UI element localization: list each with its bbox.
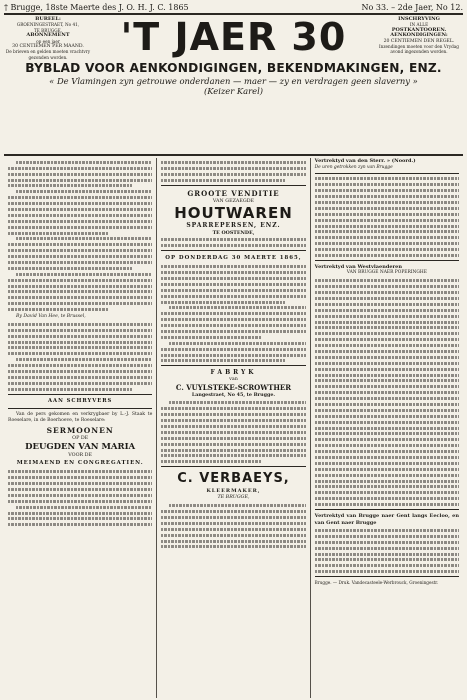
timetable-row: [315, 321, 459, 324]
timetable-row: [315, 474, 459, 477]
text-line: [161, 289, 305, 292]
book-title-2: OP DE: [72, 436, 89, 442]
text-line: [8, 255, 152, 258]
timetable-row: [315, 201, 459, 204]
text-line: [161, 528, 305, 531]
subscription-box: [4, 17, 92, 60]
column-1: [4, 158, 156, 698]
text-line: [8, 173, 152, 176]
timetable-row: [315, 444, 459, 447]
timetable-row: [315, 213, 459, 216]
text-line: [8, 512, 152, 515]
text-line: [8, 302, 152, 305]
timetable-row: [315, 438, 459, 441]
text-line: [8, 382, 152, 385]
timetable-row: [315, 570, 459, 573]
timetable-row: [315, 462, 459, 465]
text-line: [8, 267, 132, 270]
timetable-row: [315, 338, 459, 341]
text-line: [161, 510, 305, 513]
text-line: [8, 232, 109, 235]
sale-goods-sub: SPARREPERSEN, ENZ.: [186, 221, 281, 229]
text-line: [8, 184, 132, 187]
timetable-row: [315, 207, 459, 210]
text-line: [161, 244, 305, 247]
divider: [161, 365, 305, 366]
timetable-row: [315, 326, 459, 329]
text-line: [161, 540, 305, 543]
text-line: [161, 425, 305, 428]
divider: [315, 509, 459, 510]
newspaper-motto: « De Vlamingen zyn getrouwe onderdanen — maer — zy en verdragen geen slaverny » (Keizer Karel): [49, 76, 418, 96]
text-line: [8, 196, 152, 199]
divider: [161, 185, 305, 186]
text-line: [8, 290, 152, 293]
factory-ad: [161, 369, 305, 398]
timetable-row: [315, 242, 459, 245]
timetable-2-title: Vertrektyd van Westvlaenderen: [314, 263, 402, 270]
subscription-label: ABONNEMENT: [26, 32, 70, 39]
timetable-row: [315, 491, 459, 494]
text-line: [8, 494, 152, 497]
columns: [4, 158, 463, 698]
text-line: [8, 261, 152, 264]
factory-heading: FABRYK: [210, 369, 257, 377]
text-line: [161, 265, 305, 268]
timetable-row: [315, 421, 459, 424]
text-line: [8, 500, 152, 503]
dateline-left: † Brugge, 18ste Maerte des J. O. H. J. C. 1865: [4, 3, 189, 12]
text-line: [161, 522, 305, 525]
tailor-city: TE BRUGGE,: [217, 495, 250, 501]
timetable-row: [315, 432, 459, 435]
timetable-row: [315, 503, 459, 506]
subscription-note: De brieven en gelden moeten vrachtvry gezonden worden.: [5, 49, 91, 60]
text-line: [161, 534, 305, 537]
subscription-term: op een jaer: [36, 38, 60, 44]
ads-note: Inzendingen moeten voor den Vrydag avond ingezonden worden.: [379, 44, 459, 55]
registration-line2: IN ALLE: [409, 22, 429, 28]
text-line: [16, 161, 152, 164]
text-line: [8, 285, 152, 288]
text-line: [8, 488, 152, 491]
timetable-row: [315, 497, 459, 500]
divider: [8, 394, 152, 395]
sale-date: OP DONDERDAG 30 MAERTE 1865,: [165, 255, 302, 262]
tailor-ad: [161, 470, 305, 501]
text-line: [8, 329, 152, 332]
timetable-2-sub: VAN BRUGGE NAER POPERINGHE: [346, 270, 427, 276]
text-line: [161, 301, 285, 304]
timetable-row: [315, 427, 459, 430]
timetable-row: [315, 303, 459, 306]
text-line: [161, 454, 305, 457]
factory-of: van: [229, 377, 238, 383]
text-line: [8, 470, 152, 473]
timetable-row: [315, 403, 459, 406]
timetable-row: [315, 529, 459, 532]
book-title-4: VOOR DE: [68, 453, 93, 459]
timetable-row: [315, 468, 459, 471]
timetable-row: [315, 297, 459, 300]
text-line: [161, 318, 305, 321]
text-line: [8, 346, 152, 349]
timetable-3-title: Vertrektyd van Brugge naer Gent langs Eecloo, en van Gent naer Brugge: [314, 513, 459, 526]
timetable-1-sub: De uren getrokken zyn van Brugge: [314, 164, 393, 170]
divider: [315, 576, 459, 577]
timetable-row: [315, 564, 459, 567]
sale-goods: HOUTWAREN: [174, 203, 293, 222]
text-line: [16, 190, 152, 193]
registration-offices: POSTKANTOOREN.: [391, 26, 447, 33]
section-heading: AAN SCHRYVERS: [48, 397, 113, 404]
timetable-row: [315, 485, 459, 488]
text-line: [161, 359, 285, 362]
book-ad: [8, 425, 152, 467]
factory-owner: C. VUYLSTEKE-SCROWTHER: [175, 383, 292, 393]
author-line: By David Van Hee, te Brussel,: [16, 314, 86, 320]
text-line: [161, 419, 305, 422]
subscription-price: 30 CENTIEMEN PER MAAND.: [12, 44, 84, 50]
column-2: [156, 158, 309, 698]
masthead-rule: [4, 154, 463, 156]
office-label: BUREEL:: [35, 16, 61, 22]
text-line: [161, 238, 305, 241]
text-line: [161, 449, 305, 452]
text-line: [8, 482, 152, 485]
text-line: [8, 352, 152, 355]
factory-address: Langestraet, No 45, te Brugge.: [191, 392, 276, 399]
text-line: [8, 341, 152, 344]
sale-heading: GROOTE VENDITIE: [187, 188, 280, 198]
registration-label: INSCHRYVING: [398, 16, 440, 22]
ads-label: AENKONDIGINGEN:: [390, 32, 448, 39]
timetable-row: [315, 456, 459, 459]
sale-place: TE OOSTENDE,: [212, 229, 255, 236]
timetable-row: [315, 285, 459, 288]
timetable-row: [315, 350, 459, 353]
newspaper-subtitle: BYBLAD VOOR AENKONDIGINGEN, BEKENDMAKINGEN, ENZ.: [25, 61, 442, 75]
text-line: [161, 330, 305, 333]
text-line: [161, 407, 305, 410]
printer-line: Brugge. — Druk. Vandecasteele-Werbrouck, Groeningestr.: [314, 580, 439, 586]
timetable-row: [315, 183, 459, 186]
timetable-row: [315, 344, 459, 347]
timetable-row: [315, 409, 459, 412]
newspaper-page: [4, 2, 463, 698]
book-title-3: DEUGDEN VAN MARIA: [25, 442, 136, 453]
timetable-row: [315, 291, 459, 294]
text-line: [169, 342, 305, 345]
timetable-row: [315, 391, 459, 394]
text-line: [16, 237, 152, 240]
timetable-row: [315, 362, 459, 365]
text-line: [169, 504, 305, 507]
text-line: [8, 376, 152, 379]
timetable-row: [315, 397, 459, 400]
timetable-row: [315, 248, 459, 251]
text-line: [161, 413, 305, 416]
text-line: [161, 271, 305, 274]
text-line: [8, 388, 132, 391]
text-line: [8, 370, 152, 373]
dateline: [4, 2, 463, 13]
book-title-1: SERMOONEN: [46, 426, 114, 436]
office-address: GROENINGESTRAET, No 41,: [16, 22, 80, 28]
text-line: [8, 208, 152, 211]
text-line: [161, 460, 262, 463]
text-line: [16, 506, 152, 509]
timetable-row: [315, 332, 459, 335]
timetable-row: [315, 279, 459, 282]
text-line: [8, 249, 152, 252]
ads-price: 20 CENTIEMEN DEN REGEL.: [383, 38, 455, 44]
text-line: [8, 279, 152, 282]
text-line: [8, 296, 152, 299]
divider: [315, 173, 459, 174]
timetable-row: [315, 535, 459, 538]
timetable-row: [315, 385, 459, 388]
masthead: [4, 15, 463, 99]
timetable-row: [315, 379, 459, 382]
timetable-row: [315, 309, 459, 312]
text-line: [8, 335, 152, 338]
sale-sub: VAN GEZAEGDE: [212, 198, 255, 204]
text-line: [16, 358, 152, 361]
text-line: [161, 161, 305, 164]
text-line: [8, 323, 152, 326]
column-3: [310, 158, 463, 698]
timetable-row: [315, 189, 459, 192]
text-line: [161, 443, 305, 446]
divider: [315, 260, 459, 261]
timetable-row: [315, 368, 459, 371]
text-line: [161, 277, 305, 280]
timetable-row: [315, 254, 459, 257]
tailor-name: C. VERBAEYS,: [177, 471, 290, 487]
text-line: [161, 437, 305, 440]
text-line: [161, 324, 305, 327]
text-line: [169, 401, 305, 404]
dateline-right: No 33. – 2de Jaer, No 12.: [361, 3, 463, 12]
office-city: TE BRUGGE.: [33, 27, 63, 33]
timber-sale-ad: [161, 189, 305, 236]
text-line: [161, 516, 305, 519]
text-line: [161, 295, 305, 298]
text-line: [8, 179, 152, 182]
timetable-row: [315, 558, 459, 561]
text-line: [161, 431, 305, 434]
timetable-row: [315, 415, 459, 418]
text-line: [161, 354, 305, 357]
text-line: [8, 308, 109, 311]
timetable-row: [315, 547, 459, 550]
text-line: [8, 523, 152, 526]
text-line: [161, 179, 285, 182]
timetable-row: [315, 195, 459, 198]
timetable-row: [315, 553, 459, 556]
text-line: [8, 214, 152, 217]
divider: [161, 250, 305, 251]
timetable-row: [315, 225, 459, 228]
text-line: [8, 167, 152, 170]
timetable-row: [315, 236, 459, 239]
book-title-5: MEIMAEND EN CONGREGATIEN.: [16, 460, 144, 467]
text-line: [8, 243, 152, 246]
advertising-box: [375, 17, 463, 55]
timetable-row: [315, 230, 459, 233]
timetable-1-title: Vertrektyd van den Sterr. » (Noord.): [314, 158, 416, 164]
divider: [8, 408, 152, 409]
text-line: [8, 517, 152, 520]
timetable-row: [315, 541, 459, 544]
book-intro: Van de pers gekomen en verkrygbaer by L.-J. Staak te Roeselare, in de Boerhoeve, te Roeselare:: [8, 411, 153, 423]
text-line: [161, 336, 262, 339]
text-line: [161, 283, 305, 286]
text-line: [8, 364, 152, 367]
text-line: [161, 312, 305, 315]
text-line: [161, 173, 305, 176]
timetable-row: [315, 356, 459, 359]
text-line: [16, 273, 152, 276]
text-line: [8, 202, 152, 205]
text-line: [161, 167, 305, 170]
text-line: [8, 226, 152, 229]
timetable-row: [315, 177, 459, 180]
text-line: [169, 306, 305, 309]
text-line: [161, 545, 305, 548]
timetable-row: [315, 219, 459, 222]
timetable-row: [315, 374, 459, 377]
text-line: [8, 220, 152, 223]
newspaper-title: 'T JAER 30: [120, 15, 347, 59]
timetable-row: [315, 450, 459, 453]
text-line: [8, 476, 152, 479]
timetable-row: [315, 480, 459, 483]
timetable-row: [315, 315, 459, 318]
tailor-trade: KLEERMAKER,: [206, 488, 261, 495]
divider: [161, 466, 305, 467]
text-line: [161, 348, 305, 351]
